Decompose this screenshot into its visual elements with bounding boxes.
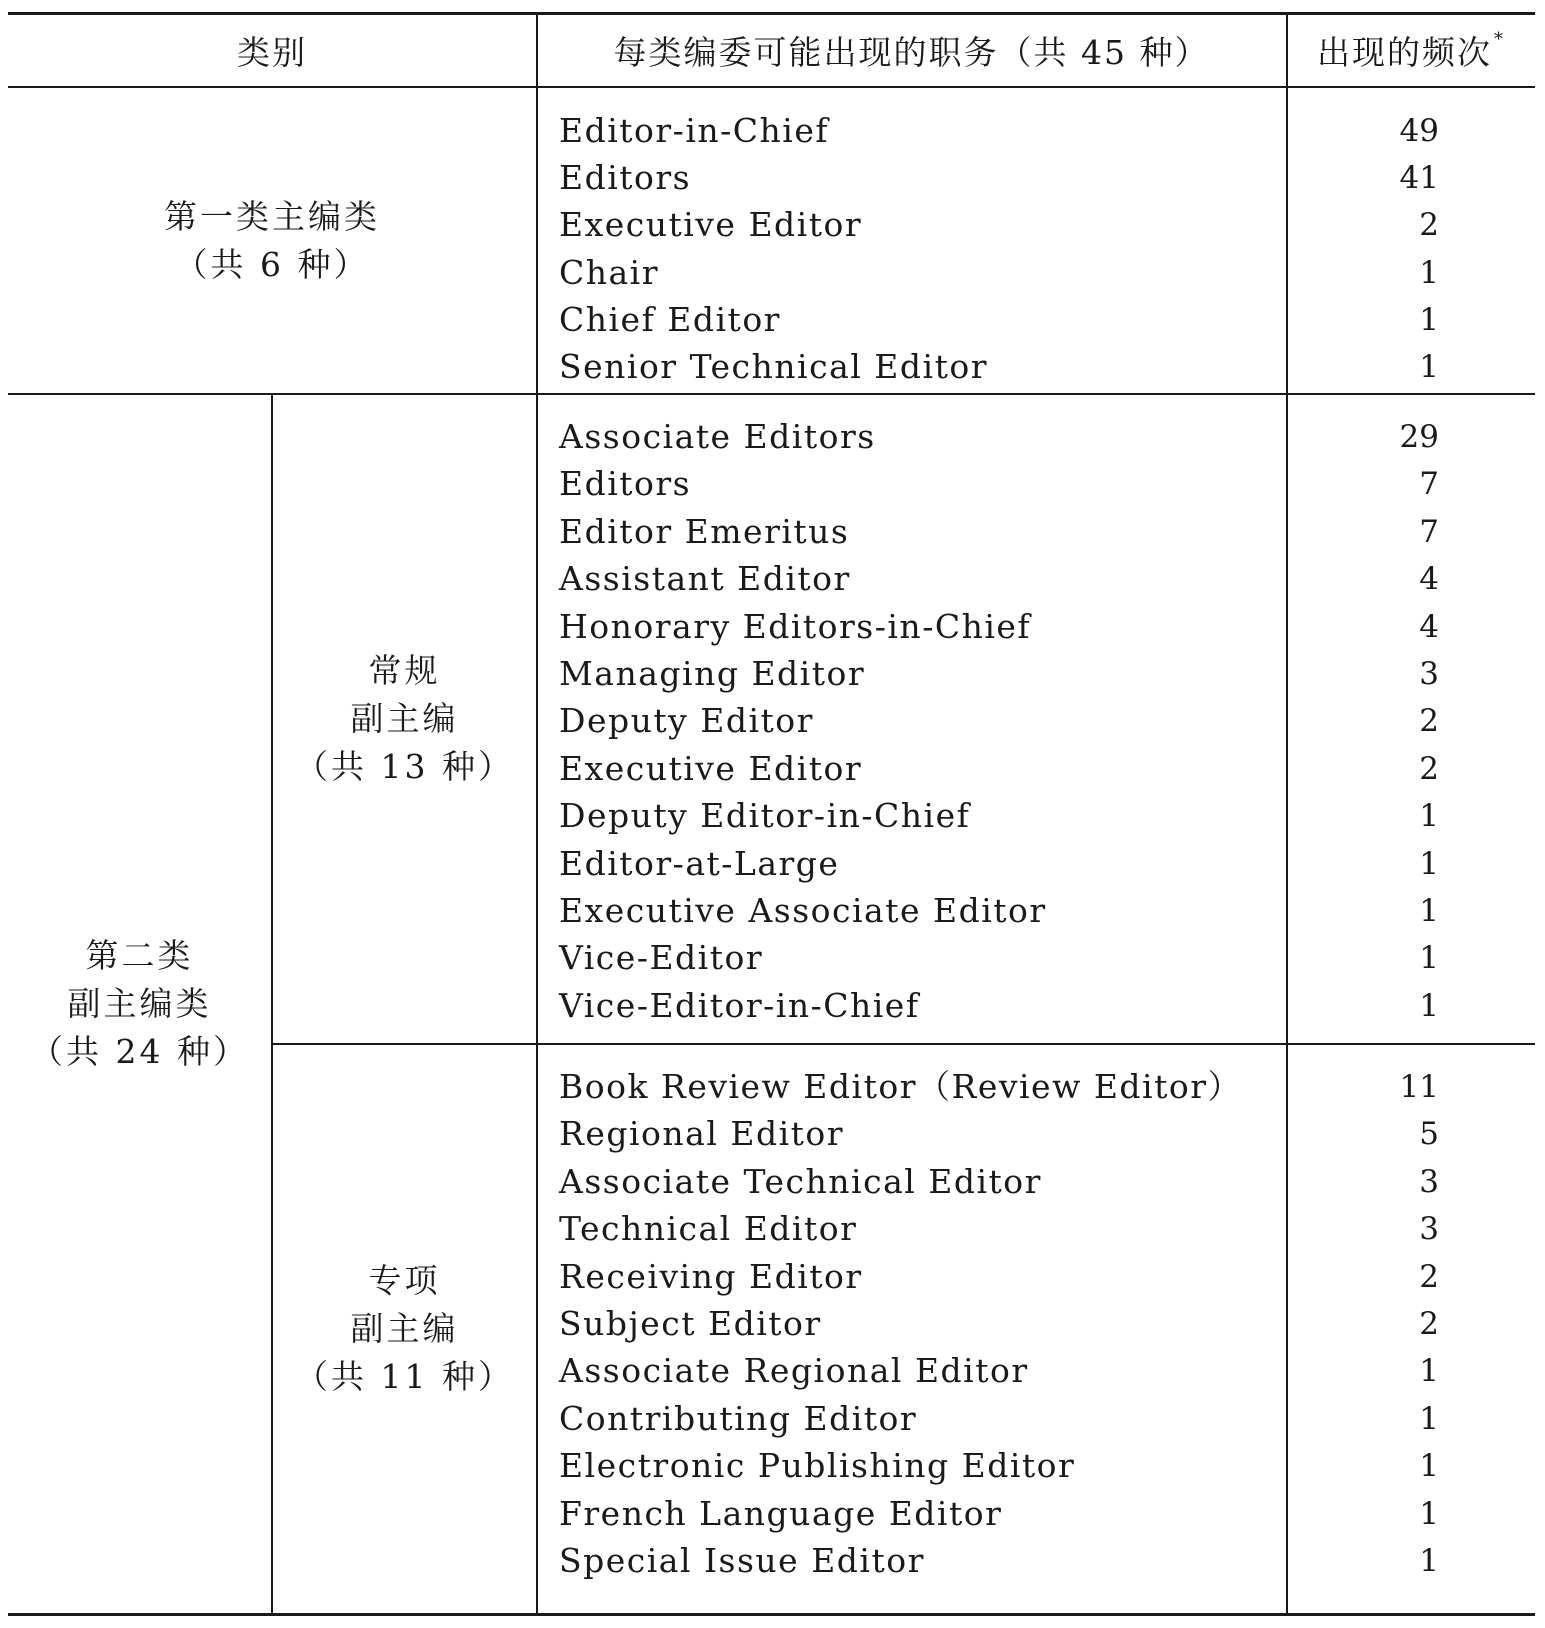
- position-frequency: 1: [1419, 301, 1439, 338]
- position-title: Editor-in-Chief: [559, 111, 830, 150]
- table-row: [8, 1063, 1535, 1111]
- position-title: Chair: [559, 252, 660, 292]
- position-frequency: 29: [1399, 419, 1439, 455]
- table-row: [8, 1158, 1535, 1206]
- table-row: [8, 982, 1535, 1030]
- position-title: Executive Associate Editor: [559, 891, 1047, 930]
- table-row: [8, 413, 1535, 461]
- table-row: [8, 1205, 1535, 1253]
- position-title: Associate Technical Editor: [559, 1161, 1042, 1201]
- position-title: Deputy Editor: [559, 701, 814, 741]
- position-title: Electronic Publishing Editor: [559, 1446, 1076, 1486]
- table-row: [8, 697, 1535, 745]
- position-title: Vice-Editor: [559, 938, 764, 978]
- table-row: [8, 934, 1535, 982]
- table-row: [8, 1395, 1535, 1443]
- table-row: [8, 650, 1535, 698]
- position-frequency: 1: [1419, 1400, 1439, 1437]
- table-row: [8, 1490, 1535, 1538]
- position-title: Special Issue Editor: [559, 1541, 925, 1580]
- position-title: Subject Editor: [559, 1304, 822, 1343]
- position-frequency: 7: [1419, 466, 1439, 503]
- table-bottom-rule: [8, 1613, 1535, 1616]
- subcategory-special-title: 专项: [368, 1261, 441, 1300]
- subcategory-regular-count: （共 13 种）: [295, 747, 514, 786]
- header-frequency-mark: *: [1494, 29, 1505, 50]
- position-frequency: 41: [1399, 160, 1439, 197]
- position-frequency: 1: [1419, 1448, 1439, 1485]
- header-positions: [537, 15, 1286, 86]
- position-frequency: 3: [1419, 656, 1439, 692]
- position-title: Regional Editor: [559, 1114, 845, 1154]
- position-title: Editors: [559, 158, 692, 198]
- position-title: Managing Editor: [559, 654, 866, 693]
- position-title: Editor Emeritus: [559, 511, 850, 551]
- table-row: [8, 840, 1535, 888]
- position-frequency: 1: [1419, 893, 1439, 929]
- subcategory-special-count: （共 11 种）: [295, 1357, 514, 1396]
- position-frequency: 1: [1419, 940, 1439, 977]
- position-title: Chief Editor: [559, 299, 781, 339]
- position-frequency: 1: [1419, 1543, 1439, 1579]
- position-frequency: 4: [1419, 561, 1439, 598]
- table-row: [8, 1537, 1535, 1585]
- table-row: [8, 249, 1535, 297]
- position-title: Technical Editor: [559, 1209, 858, 1249]
- position-frequency: 2: [1419, 703, 1439, 740]
- table-row: [8, 603, 1535, 651]
- table-row: [8, 555, 1535, 603]
- table-row: [8, 1253, 1535, 1301]
- table-row: [8, 887, 1535, 935]
- position-title: Executive Editor: [559, 748, 863, 788]
- table-row: [8, 1347, 1535, 1395]
- position-title: Associate Editors: [559, 417, 876, 456]
- subcategory-regular-subtitle: 副主编: [350, 699, 459, 738]
- table-row: [8, 792, 1535, 840]
- position-title: French Language Editor: [559, 1493, 1003, 1533]
- position-title: Senior Technical Editor: [559, 347, 988, 386]
- table-row: [8, 508, 1535, 556]
- position-title: Deputy Editor-in-Chief: [559, 796, 971, 836]
- category-second-title: 第二类: [85, 936, 194, 975]
- position-title: Executive Editor: [559, 205, 863, 245]
- table-row: [8, 460, 1535, 508]
- position-title: Receiving Editor: [559, 1256, 863, 1296]
- category-second-count: （共 24 种）: [30, 1032, 249, 1071]
- header-frequency: [1287, 15, 1535, 86]
- header-category-label: 类别: [237, 33, 307, 72]
- editor-position-table: [8, 12, 1535, 1616]
- position-title: Contributing Editor: [559, 1398, 918, 1438]
- position-title: Honorary Editors-in-Chief: [559, 606, 1032, 646]
- subcategory-special-subtitle: 副主编: [350, 1309, 459, 1348]
- position-frequency: 2: [1419, 750, 1439, 787]
- position-frequency: 3: [1419, 1211, 1439, 1248]
- header-frequency-label: 出现的频次: [1317, 33, 1492, 72]
- position-title: Vice-Editor-in-Chief: [559, 985, 920, 1025]
- position-frequency: 1: [1419, 987, 1439, 1024]
- position-frequency: 2: [1419, 207, 1439, 244]
- table-row: [8, 745, 1535, 793]
- table-row: [8, 107, 1535, 155]
- position-frequency: 1: [1419, 845, 1439, 882]
- table-row: [8, 154, 1535, 202]
- position-frequency: 5: [1419, 1116, 1439, 1153]
- position-frequency: 49: [1399, 113, 1439, 149]
- category-first-count: （共 6 种）: [174, 244, 370, 284]
- header-category: [8, 15, 536, 86]
- position-frequency: 3: [1419, 1163, 1439, 1200]
- header-positions-label: 每类编委可能出现的职务（共 45 种）: [613, 33, 1210, 72]
- table-row: [8, 296, 1535, 344]
- category-second-subtitle: 副主编类: [67, 984, 212, 1023]
- position-frequency: 1: [1419, 798, 1439, 835]
- position-frequency: 7: [1419, 513, 1439, 550]
- position-title: Editors: [559, 464, 692, 504]
- category-first-title: 第一类主编类: [164, 196, 380, 236]
- table-row: [8, 201, 1535, 249]
- table-row: [8, 1300, 1535, 1348]
- position-frequency: 11: [1399, 1069, 1439, 1105]
- position-frequency: 1: [1419, 1495, 1439, 1532]
- position-title: Editor-at-Large: [559, 843, 840, 883]
- table-row: [8, 343, 1535, 391]
- position-title: Book Review Editor（Review Editor）: [559, 1067, 1242, 1106]
- table-row: [8, 1110, 1535, 1158]
- position-title: Associate Regional Editor: [559, 1351, 1029, 1391]
- subcategory-regular-title: 常规: [368, 651, 441, 690]
- position-frequency: 1: [1419, 1353, 1439, 1390]
- position-frequency: 2: [1419, 1258, 1439, 1295]
- position-frequency: 1: [1419, 254, 1439, 291]
- position-title: Assistant Editor: [559, 559, 851, 599]
- position-frequency: 1: [1419, 349, 1439, 385]
- position-frequency: 4: [1419, 608, 1439, 645]
- table-row: [8, 1442, 1535, 1490]
- position-frequency: 2: [1419, 1306, 1439, 1342]
